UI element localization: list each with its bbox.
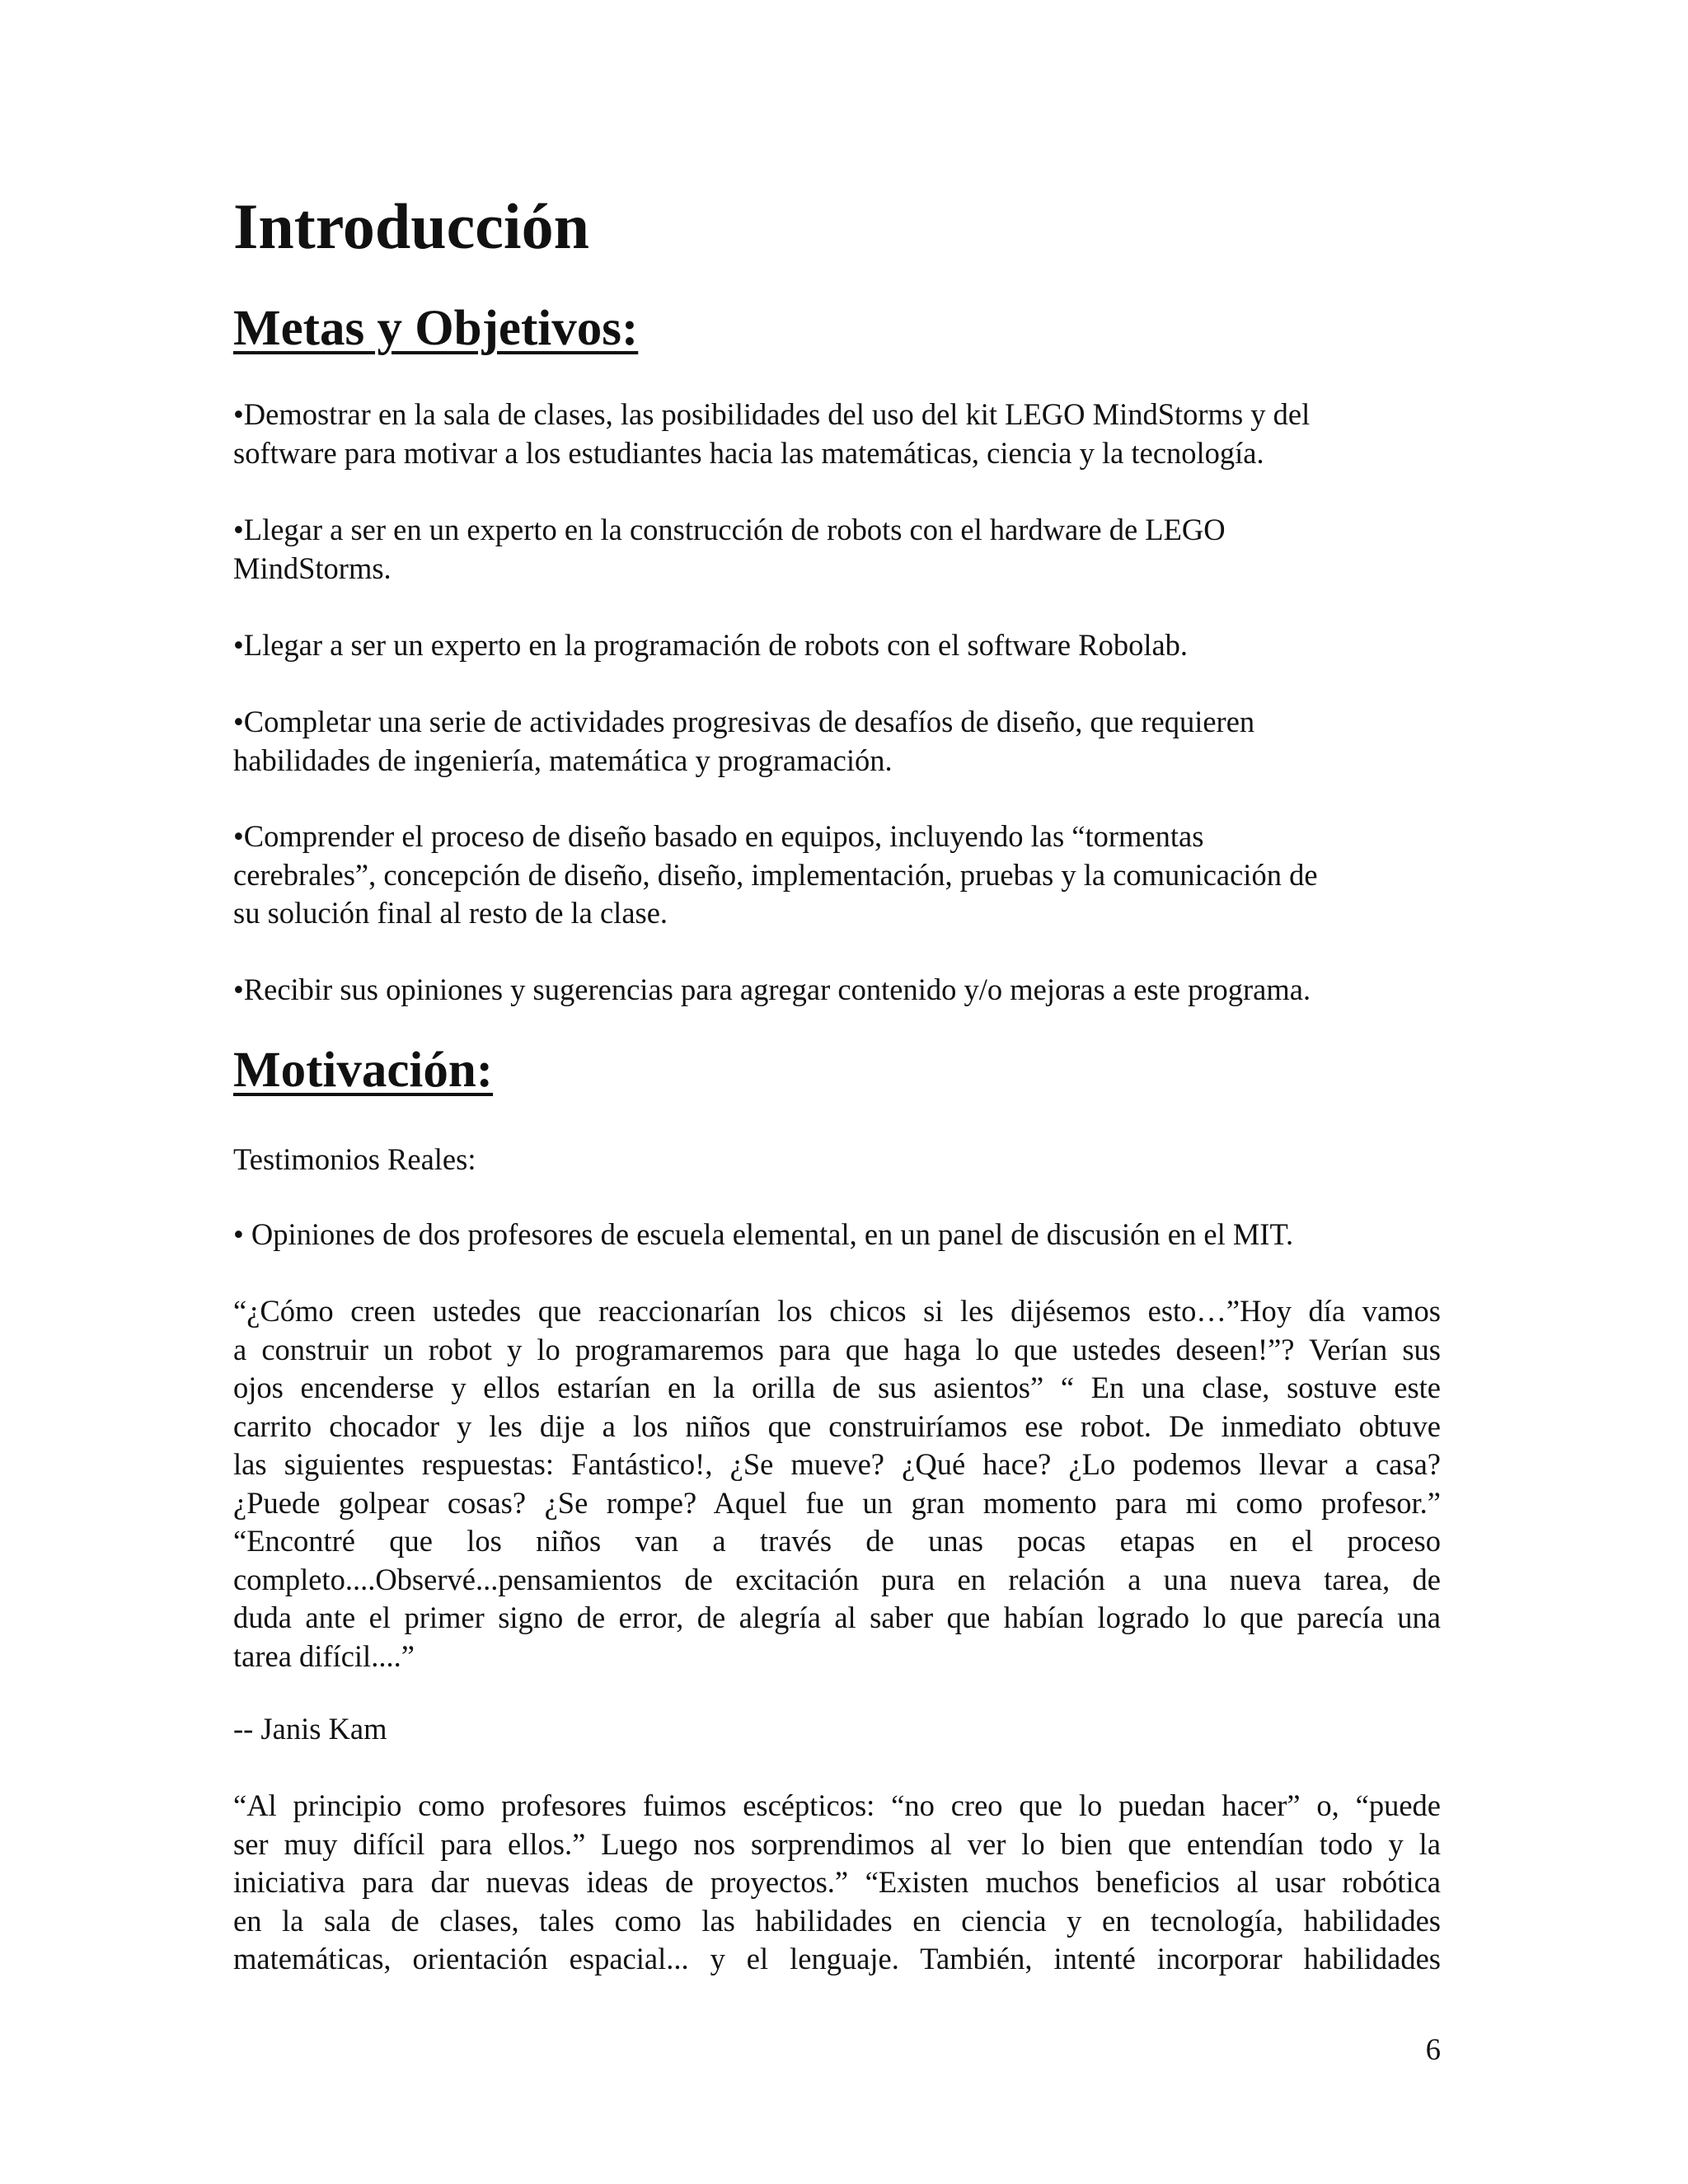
quote-line: “Al principio como profesores fuimos escépticos: “no creo que lo puedan hacer” o, “puede (233, 1788, 1441, 1822)
motivation-heading: Motivación: (233, 1043, 494, 1098)
goal-item (233, 703, 1437, 780)
goal-line: cerebrales”, concepción de diseño, diseño, implementación, pruebas y la comunicación de (233, 857, 1318, 892)
goal-item (233, 626, 1437, 665)
quote-line: ser muy difícil para ellos.” Luego nos sorprendimos al ver lo bien que entendían todo y la (233, 1826, 1441, 1861)
goal-line: •Comprender el proceso de diseño basado en equipos, incluyendo las “tormentas (233, 819, 1204, 853)
testimonial-quote-2 (233, 1787, 1441, 1979)
quote-line: a construir un robot y lo programaremos para que haga lo que ustedes deseen!”? Verían sus (233, 1332, 1441, 1366)
goal-item (233, 971, 1437, 1010)
goal-line: habilidades de ingeniería, matemática y programación. (233, 743, 893, 777)
goal-line: •Demostrar en la sala de clases, las posibilidades del uso del kit LEGO MindStorms y del (233, 397, 1311, 431)
quote-line: completo....Observé...pensamientos de excitación pura en relación a una nueva tarea, de (233, 1562, 1441, 1596)
page-title: Introducción (233, 190, 589, 262)
quote-line: iniciativa para dar nuevas ideas de proyectos.” “Existen muchos beneficios al usar robótica (233, 1865, 1441, 1899)
quote-line: “¿Cómo creen ustedes que reaccionarían los chicos si les dijésemos esto…”Hoy día vamos (233, 1294, 1441, 1328)
goals-heading: Metas y Objetivos: (233, 301, 639, 356)
testimonials-subheading: Testimonios Reales: (233, 1142, 476, 1176)
quote-line: carrito chocador y les dije a los niños que construiríamos ese robot. De inmediato obtuve (233, 1408, 1441, 1443)
quote-line: ¿Puede golpear cosas? ¿Se rompe? Aquel fue un gran momento para mi como profesor.” (233, 1485, 1441, 1520)
quote-line: “Encontré que los niños van a través de unas pocas etapas en el proceso (233, 1524, 1441, 1558)
quote-line: duda ante el primer signo de error, de alegría al saber que habían logrado lo que parecía una (233, 1601, 1441, 1634)
document-page (233, 0, 1441, 2184)
goal-line: •Llegar a ser en un experto en la construcción de robots con el hardware de LEGO (233, 513, 1226, 546)
goal-line: •Completar una serie de actividades progresivas de desafíos de diseño, que requieren (233, 705, 1255, 738)
goal-line: software para motivar a los estudiantes hacia las matemáticas, ciencia y la tecnología. (233, 435, 1264, 470)
goal-line: •Recibir sus opiniones y sugerencias para agregar contenido y/o mejoras a este programa. (233, 972, 1311, 1006)
quote-line: en la sala de clases, tales como las habilidades en ciencia y en tecnología, habilidades (233, 1903, 1441, 1938)
goal-line: MindStorms. (233, 551, 392, 585)
goal-line: •Llegar a ser un experto en la programación de robots con el software Robolab. (233, 628, 1189, 662)
quote-line: matemáticas, orientación espacial... y el lenguaje. También, intenté incorporar habilidades (233, 1942, 1441, 1975)
testimonial-quote-1 (233, 1292, 1441, 1675)
goal-item (233, 818, 1437, 933)
goal-item (233, 511, 1437, 588)
page-number: 6 (1425, 2032, 1441, 2066)
quote-line: ojos encenderse y ellos estarían en la orilla de sus asientos” “ En una clase, sostuve este (233, 1371, 1441, 1404)
goal-line: su solución final al resto de la clase. (233, 896, 668, 930)
quote-line: tarea difícil....” (233, 1638, 415, 1673)
goal-item (233, 396, 1437, 472)
testimonials-bullet: • Opiniones de dos profesores de escuela elemental, en un panel de discusión en el MIT. (233, 1217, 1294, 1251)
testimonial-attribution: -- Janis Kam (233, 1712, 387, 1746)
quote-line: las siguientes respuestas: Fantástico!, ¿Se mueve? ¿Qué hace? ¿Lo podemos llevar a casa? (233, 1447, 1441, 1481)
